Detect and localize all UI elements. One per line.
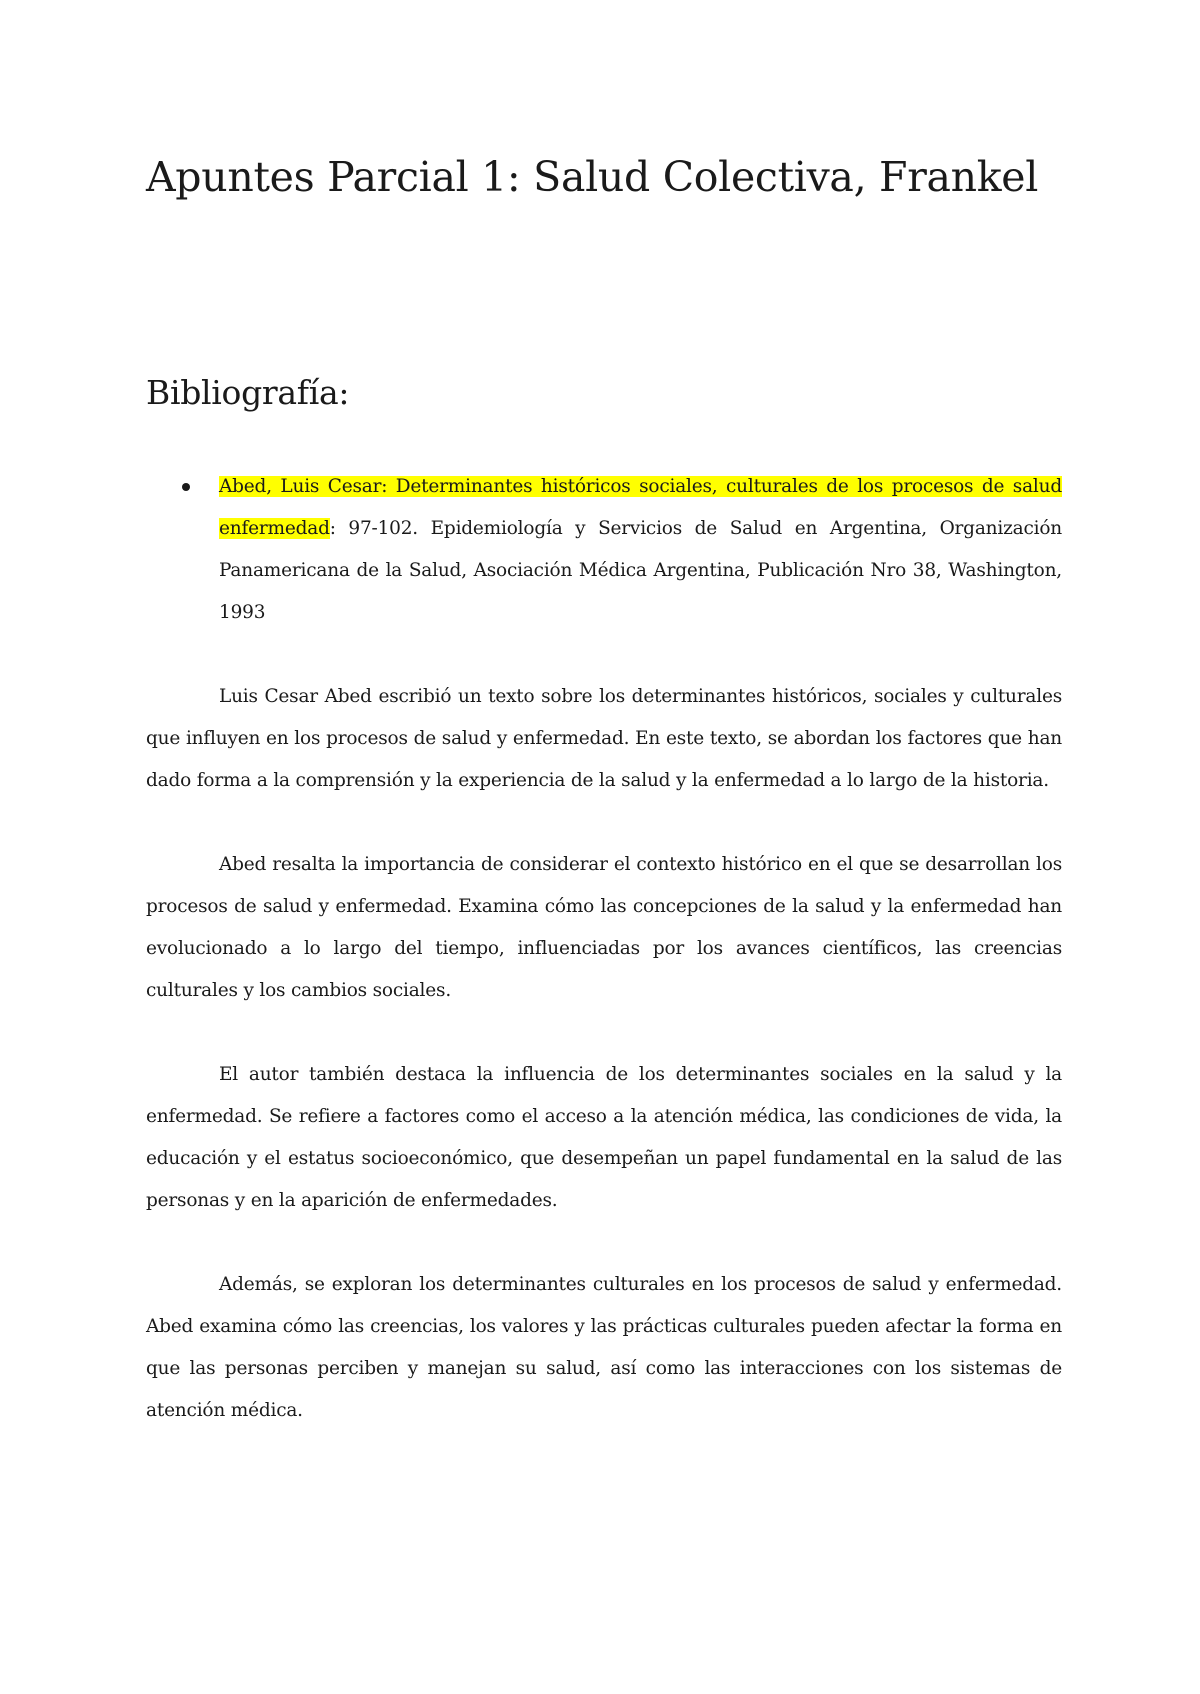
bibliography-item xyxy=(146,466,1062,634)
bullet-icon xyxy=(182,483,190,491)
paragraph: El autor también destaca la influencia de los determinantes sociales en la salud y la enfermedad. Se refiere a factores como el acceso a la atención médica, las condiciones de vida, la educación y el estatus socioeconómico, que desempeñan un papel fundamental en la salud de las personas y en la aparición de enfermedades. xyxy=(146,1064,1062,1211)
document-body xyxy=(146,676,1062,1474)
paragraph: Luis Cesar Abed escribió un texto sobre los determinantes históricos, sociales y culturales que influyen en los procesos de salud y enfermedad. En este texto, se abordan los factores que han dado forma a la comprensión y la experiencia de la salud y la enfermedad a lo largo de la historia. xyxy=(146,686,1062,791)
bibliography-heading: Bibliografía: xyxy=(146,373,350,412)
paragraph: Además, se exploran los determinantes culturales en los procesos de salud y enfermedad. Abed examina cómo las creencias, los valores y las prácticas culturales pueden afectar la forma en que las personas perciben y manejan su salud, así como las interacciones con los sistemas de atención médica. xyxy=(146,1274,1062,1421)
paragraph: Abed resalta la importancia de considerar el contexto histórico en el que se desarrollan los procesos de salud y enfermedad. Examina cómo las concepciones de la salud y la enfermedad han evolucionado a lo largo del tiempo, influenciadas por los avances científicos, las creencias culturales y los cambios sociales. xyxy=(146,854,1062,1001)
citation-details: : 97-102. Epidemiología y Servicios de Salud en Argentina, Organización Panamericana de la Salud, Asociación Médica Argentina, Publicación Nro 38, Washington, 1993 xyxy=(219,518,1062,623)
document-title: Apuntes Parcial 1: Salud Colectiva, Frankel xyxy=(146,153,1039,201)
highlighted-citation: Abed, Luis Cesar: Determinantes históricos sociales, culturales de los procesos de salud enfermedad xyxy=(219,476,1062,539)
bibliography-list xyxy=(146,466,1062,634)
